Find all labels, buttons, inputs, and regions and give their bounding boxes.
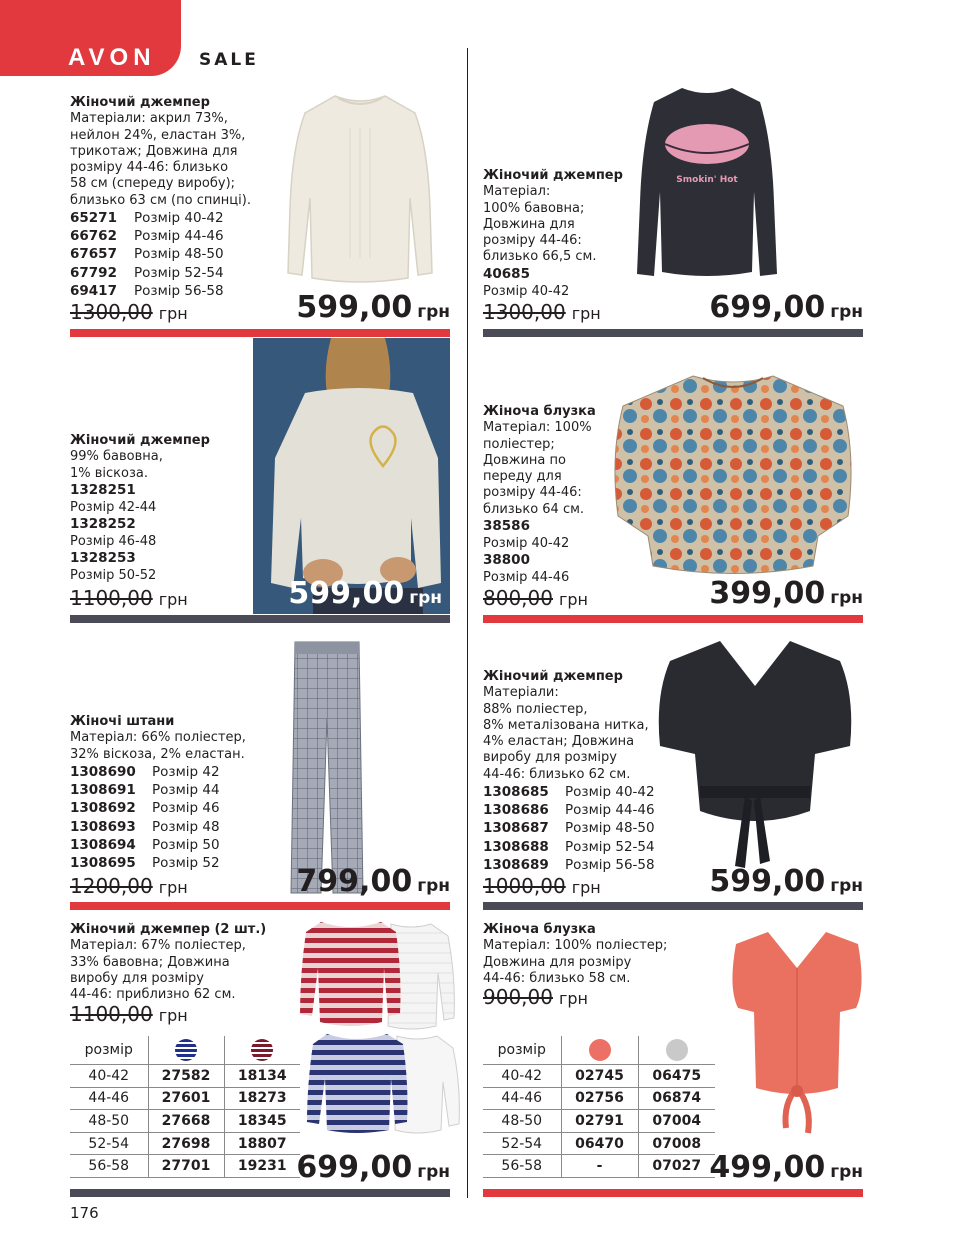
- cream-jumper-image: [280, 88, 440, 298]
- code-row: [70, 282, 251, 300]
- old-price: [483, 985, 588, 1009]
- product-title: Жіноча блузка: [483, 922, 596, 937]
- code-cell: 18273: [224, 1087, 300, 1110]
- new-price: [709, 576, 863, 611]
- code-row: [70, 799, 246, 817]
- desc-line: поліестер;: [483, 436, 555, 452]
- desc-line: 100% бавовна;: [483, 200, 585, 216]
- new-price: [296, 1150, 450, 1185]
- product-code: 1308692: [70, 800, 136, 817]
- code-row: [70, 245, 251, 263]
- product-size: Розмір 48-50: [134, 246, 224, 263]
- code-cell: 18345: [224, 1110, 300, 1133]
- desc-line: 32% віскоза, 2% еластан.: [70, 746, 245, 762]
- price-bar: [70, 1189, 450, 1197]
- product-size: Розмір 40-42: [483, 283, 570, 299]
- product-5-description: [70, 714, 246, 872]
- size-cell: 56-58: [70, 1155, 148, 1178]
- new-price: [296, 864, 450, 899]
- trousers-image: [287, 638, 367, 898]
- currency: грн: [417, 1162, 450, 1182]
- currency: грн: [417, 876, 450, 896]
- new-price: [296, 290, 450, 325]
- currency: грн: [158, 304, 188, 323]
- code-cell: 27601: [148, 1087, 224, 1110]
- new-price: [709, 1150, 863, 1185]
- product-size: Розмір 50-52: [70, 567, 157, 583]
- currency: грн: [558, 989, 589, 1008]
- old-price-value: 1200,00: [70, 874, 153, 898]
- size-cell: 40-42: [483, 1065, 561, 1088]
- code-cell: 27701: [148, 1155, 224, 1178]
- product-code: 1328251: [70, 481, 136, 498]
- code-row: [483, 819, 655, 837]
- product-size: Розмір 44-46: [565, 802, 655, 819]
- product-code: 1308687: [483, 820, 549, 837]
- currency: грн: [830, 1162, 863, 1182]
- product-size: Розмір 44-46: [134, 228, 224, 245]
- code-row: [70, 264, 251, 282]
- code-row: [70, 209, 251, 227]
- product-code: 67657: [70, 246, 117, 263]
- old-price: [70, 300, 188, 324]
- product-size: Розмір 48-50: [565, 820, 655, 837]
- size-cell: 40-42: [70, 1065, 148, 1088]
- code-cell: 27668: [148, 1110, 224, 1133]
- code-cell: 02745: [561, 1065, 638, 1088]
- desc-line: близько 64 см.: [483, 501, 585, 517]
- currency: грн: [158, 878, 188, 897]
- old-price-value: 1000,00: [483, 874, 566, 898]
- desc-line: Матеріали: акрил 73%,: [70, 111, 228, 127]
- desc-line: близько 63 см (по спинці).: [70, 192, 251, 208]
- code-row: [70, 781, 246, 799]
- old-price-value: 900,00: [483, 985, 553, 1009]
- desc-line: 99% бавовна,: [70, 449, 163, 465]
- size-header: розмір: [70, 1036, 148, 1065]
- size-table-blouse: [483, 1036, 715, 1178]
- product-size: Розмір 46-48: [70, 533, 157, 549]
- product-title: Жіночий джемпер: [483, 669, 623, 684]
- old-price: [483, 586, 588, 610]
- swatch-coral: [561, 1036, 638, 1065]
- desc-line: Матеріал: 66% поліестер,: [70, 730, 246, 746]
- dark-jumper-image: [632, 82, 782, 282]
- product-4-description: [483, 404, 596, 586]
- code-cell: 19231: [224, 1155, 300, 1178]
- currency: грн: [409, 588, 442, 608]
- size-header: розмір: [483, 1036, 561, 1065]
- coral-blouse-image: [728, 928, 866, 1143]
- currency: грн: [158, 590, 188, 609]
- desc-line: розміру 44-46:: [483, 233, 582, 249]
- desc-line: Довжина для розміру: [483, 954, 632, 970]
- product-size: Розмір 40-42: [565, 784, 655, 801]
- product-code: 69417: [70, 282, 117, 299]
- code-row: [483, 838, 655, 856]
- column-divider: [467, 48, 468, 1198]
- old-price: [483, 874, 601, 898]
- table-row: [483, 1155, 715, 1178]
- product-code: 1308694: [70, 836, 136, 853]
- swatch-navy: [148, 1036, 224, 1065]
- size-table-striped: [70, 1036, 300, 1178]
- old-price: [483, 300, 601, 324]
- product-code: 1308691: [70, 782, 136, 799]
- product-size: Розмір 52: [152, 854, 220, 871]
- product-size: Розмір 52-54: [134, 264, 224, 281]
- desc-line: Матеріал: 67% поліестер,: [70, 938, 246, 954]
- size-cell: 52-54: [70, 1132, 148, 1155]
- old-price: [70, 1002, 188, 1026]
- desc-line: виробу для розміру: [483, 750, 617, 766]
- product-code: 66762: [70, 228, 117, 245]
- desc-line: 58 см (спереду виробу);: [70, 176, 236, 192]
- code-cell: 06470: [561, 1132, 638, 1155]
- striped-jumpers-navy-image: [305, 1030, 465, 1135]
- product-code: 1308690: [70, 763, 136, 780]
- desc-line: близько 66,5 см.: [483, 249, 597, 265]
- code-cell: 18134: [224, 1065, 300, 1088]
- new-price-value: 699,00: [296, 1150, 413, 1185]
- desc-line: 1% віскоза.: [70, 465, 148, 481]
- currency: грн: [571, 304, 601, 323]
- code-cell: 02791: [561, 1110, 638, 1133]
- product-code: 1328253: [70, 549, 136, 566]
- product-size: Розмір 42: [152, 763, 220, 780]
- product-code: 1308686: [483, 802, 549, 819]
- desc-line: 44-46: близько 58 см.: [483, 970, 631, 986]
- table-row: [483, 1065, 715, 1088]
- old-price: [70, 874, 188, 898]
- product-code: 1308695: [70, 854, 136, 871]
- new-price-value: 599,00: [288, 576, 405, 611]
- desc-line: 8% металізована нитка,: [483, 717, 649, 733]
- product-title: Жіноча блузка: [483, 404, 596, 419]
- product-title: Жіночий джемпер (2 шт.): [70, 922, 267, 937]
- code-row: [70, 836, 246, 854]
- table-header-row: [483, 1036, 715, 1065]
- product-size: Розмір 50: [152, 836, 220, 853]
- currency: грн: [830, 302, 863, 322]
- size-cell: 56-58: [483, 1155, 561, 1178]
- code-cell: 18807: [224, 1132, 300, 1155]
- code-cell: 27582: [148, 1065, 224, 1088]
- new-price-value: 499,00: [709, 1150, 826, 1185]
- product-code: 1308689: [483, 856, 549, 873]
- brand-logo: AVON: [68, 44, 156, 71]
- desc-line: нейлон 24%, еластан 3%,: [70, 127, 246, 143]
- old-price-value: 1100,00: [70, 586, 153, 610]
- new-price-value: 699,00: [709, 290, 826, 325]
- desc-line: Матеріал: 100% поліестер;: [483, 938, 668, 954]
- size-cell: 48-50: [70, 1110, 148, 1133]
- old-price-value: 800,00: [483, 586, 553, 610]
- table-row: [70, 1065, 300, 1088]
- product-code: 67792: [70, 264, 117, 281]
- table-row: [70, 1155, 300, 1178]
- code-cell: 07008: [638, 1132, 715, 1155]
- size-cell: 48-50: [483, 1110, 561, 1133]
- desc-line: 33% бавовна; Довжина: [70, 954, 230, 970]
- desc-line: виробу для розміру: [70, 970, 204, 986]
- desc-line: 44-46: приблизно 62 см.: [70, 987, 236, 1003]
- table-row: [70, 1087, 300, 1110]
- product-code: 40685: [483, 265, 530, 282]
- section-label: SALE: [199, 50, 259, 70]
- code-cell: 02756: [561, 1087, 638, 1110]
- desc-line: переду для: [483, 469, 562, 485]
- product-1-description: [70, 95, 251, 300]
- product-size: Розмір 48: [152, 818, 220, 835]
- price-bar: [70, 329, 450, 337]
- currency: грн: [558, 590, 589, 609]
- product-size: Розмір 46: [152, 800, 220, 817]
- desc-line: розміру 44-46: близько: [70, 160, 229, 176]
- new-price-value: 399,00: [709, 576, 826, 611]
- new-price: [709, 290, 863, 325]
- price-bar: [70, 615, 450, 623]
- navy-stripe-swatch-icon: [175, 1039, 197, 1061]
- product-size: Розмір 56-58: [565, 856, 655, 873]
- coral-swatch-icon: [589, 1039, 611, 1061]
- product-code: 1308693: [70, 818, 136, 835]
- table-row: [483, 1110, 715, 1133]
- table-row: [483, 1087, 715, 1110]
- old-price-value: 1300,00: [483, 300, 566, 324]
- old-price: [70, 586, 188, 610]
- product-2-description: [483, 168, 623, 300]
- product-size: Розмір 44-46: [483, 570, 570, 586]
- product-code: 38800: [483, 552, 530, 569]
- new-price-value: 599,00: [296, 290, 413, 325]
- table-header-row: [70, 1036, 300, 1065]
- code-cell: 07027: [638, 1155, 715, 1178]
- desc-line: Матеріал:: [483, 184, 551, 200]
- product-size: Розмір 40-42: [134, 210, 224, 227]
- desc-line: 88% поліестер,: [483, 701, 588, 717]
- new-price-value: 799,00: [296, 864, 413, 899]
- currency: грн: [571, 878, 601, 897]
- desc-line: Матеріал: 100%: [483, 420, 592, 436]
- price-bar: [483, 615, 863, 623]
- table-row: [70, 1110, 300, 1133]
- code-row: [70, 227, 251, 245]
- code-row: [483, 783, 655, 801]
- code-cell: 27698: [148, 1132, 224, 1155]
- code-cell: -: [561, 1155, 638, 1178]
- page-number: 176: [70, 1204, 99, 1222]
- new-price: [709, 864, 863, 899]
- currency: грн: [158, 1006, 188, 1025]
- model-photo: [253, 338, 450, 614]
- paisley-blouse-image: [608, 366, 858, 586]
- code-row: [70, 818, 246, 836]
- table-row: [483, 1132, 715, 1155]
- product-size: Розмір 44: [152, 782, 220, 799]
- code-cell: 06874: [638, 1087, 715, 1110]
- desc-line: Довжина по: [483, 452, 566, 468]
- desc-line: 44-46: близько 62 см.: [483, 766, 631, 782]
- code-row: [70, 854, 246, 872]
- table-row: [70, 1132, 300, 1155]
- product-title: Жіночий джемпер: [483, 168, 623, 183]
- product-code: 38586: [483, 518, 530, 535]
- size-cell: 44-46: [483, 1087, 561, 1110]
- price-bar: [70, 902, 450, 910]
- currency: грн: [417, 302, 450, 322]
- product-title: Жіночий джемпер: [70, 433, 210, 448]
- price-bar: [483, 1189, 863, 1197]
- grey-swatch-icon: [666, 1039, 688, 1061]
- price-bar: [483, 329, 863, 337]
- product-8-description: [483, 922, 667, 987]
- desc-line: трикотаж; Довжина для: [70, 143, 238, 159]
- product-size: Розмір 52-54: [565, 838, 655, 855]
- code-cell: 06475: [638, 1065, 715, 1088]
- swatch-grey: [638, 1036, 715, 1065]
- desc-line: Довжина для: [483, 216, 575, 232]
- new-price: [288, 576, 442, 611]
- code-row: [483, 801, 655, 819]
- currency: грн: [830, 588, 863, 608]
- product-title: Жіночий джемпер: [70, 95, 210, 110]
- burgundy-stripe-swatch-icon: [251, 1039, 273, 1061]
- black-top-image: [650, 636, 860, 886]
- product-size: Розмір 56-58: [134, 282, 224, 299]
- product-size: Розмір 42-44: [70, 499, 157, 515]
- striped-jumpers-red-image: [296, 918, 460, 1033]
- code-row: [70, 763, 246, 781]
- product-3-description: [70, 433, 210, 584]
- code-row: [483, 856, 655, 874]
- product-title: Жіночі штани: [70, 714, 175, 729]
- size-cell: 52-54: [483, 1132, 561, 1155]
- product-7-description: [70, 922, 266, 1003]
- product-6-description: [483, 669, 655, 874]
- old-price-value: 1100,00: [70, 1002, 153, 1026]
- new-price-value: 599,00: [709, 864, 826, 899]
- swatch-burgundy: [224, 1036, 300, 1065]
- product-code: 65271: [70, 210, 117, 227]
- product-size: Розмір 40-42: [483, 536, 570, 552]
- size-cell: 44-46: [70, 1087, 148, 1110]
- print-text: Smokin' Hot: [676, 175, 738, 185]
- product-code: 1328252: [70, 515, 136, 532]
- old-price-value: 1300,00: [70, 300, 153, 324]
- currency: грн: [830, 876, 863, 896]
- desc-line: 4% еластан; Довжина: [483, 734, 635, 750]
- desc-line: розміру 44-46:: [483, 485, 582, 501]
- price-bar: [483, 902, 863, 910]
- code-cell: 07004: [638, 1110, 715, 1133]
- product-code: 1308685: [483, 784, 549, 801]
- product-code: 1308688: [483, 838, 549, 855]
- desc-line: Матеріали:: [483, 685, 559, 701]
